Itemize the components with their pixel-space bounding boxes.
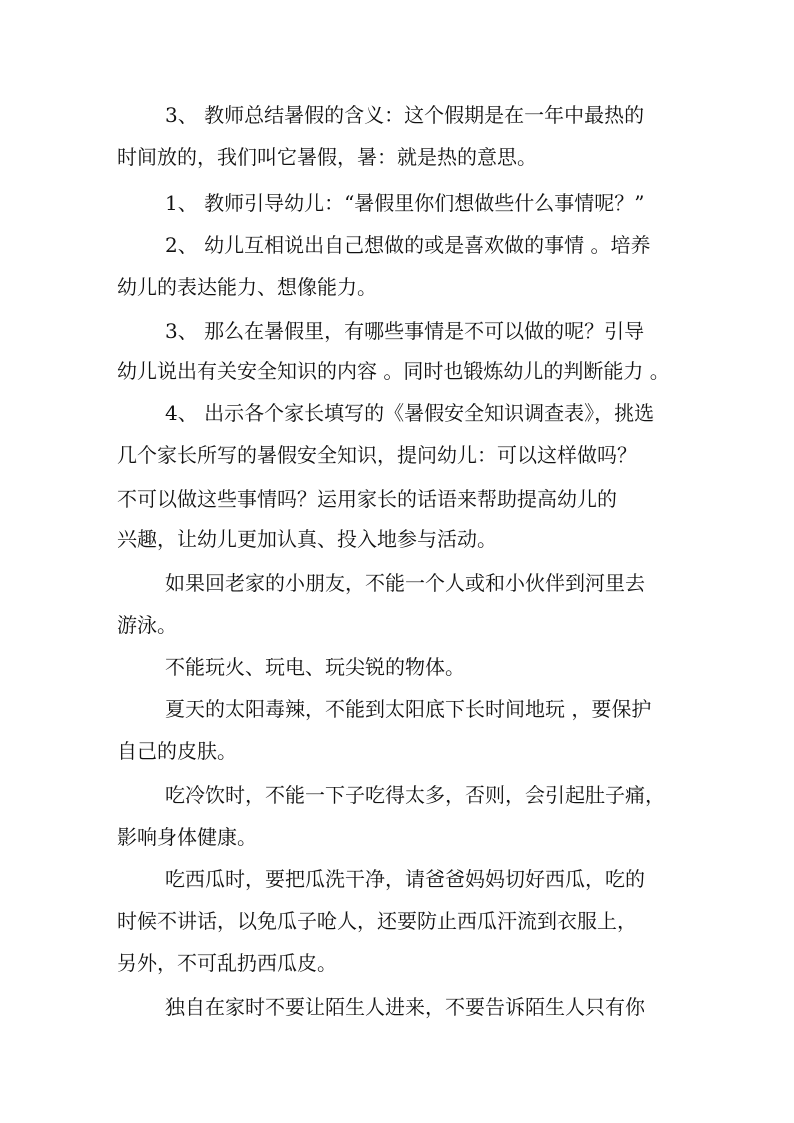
paragraph-line: 幼儿说出有关安全知识的内容 。同时也锻炼幼儿的判断能力 。 — [117, 359, 670, 383]
paragraph-line: 另外，不可乱扔西瓜皮。 — [117, 951, 337, 975]
paragraph-line: 时候不讲话，以免瓜子呛人，还要防止西瓜汗流到衣服上， — [117, 909, 637, 933]
paragraph-line: 时间放的，我们叫它暑假，暑：就是热的意思。 — [117, 145, 537, 169]
paragraph-line: 1、 教师引导幼儿：“暑假里你们想做些什么事情呢？” — [165, 191, 645, 215]
paragraph-line: 独自在家时不要让陌生人进来，不要告诉陌生人只有你 — [165, 995, 645, 1019]
paragraph-line: 兴趣，让幼儿更加认真、投入地参与活动。 — [117, 527, 497, 551]
paragraph-line: 2、 幼儿互相说出自己想做的或是喜欢做的事情 。培养 — [165, 233, 651, 257]
paragraph-line: 不能玩火、玩电、玩尖锐的物体。 — [165, 655, 465, 679]
paragraph-line: 如果回老家的小朋友，不能一个人或和小伙伴到河里去 — [165, 571, 645, 595]
paragraph-line: 几个家长所写的暑假安全知识，提问幼儿：可以这样做吗？ — [117, 443, 637, 467]
paragraph-line: 自己的皮肤。 — [117, 739, 237, 763]
paragraph-line: 游泳。 — [117, 613, 177, 637]
paragraph-line: 吃西瓜时，要把瓜洗干净，请爸爸妈妈切好西瓜，吃的 — [165, 867, 645, 891]
paragraph-line: 不可以做这些事情吗？运用家长的话语来帮助提高幼儿的 — [117, 487, 617, 511]
paragraph-line: 4、 出示各个家长填写的《暑假安全知识调查表》，挑选 — [165, 401, 655, 425]
paragraph-line: 影响身体健康。 — [117, 825, 257, 849]
paragraph-line: 3、 那么在暑假里，有哪些事情是不可以做的呢？引导 — [165, 319, 645, 343]
paragraph-line: 幼儿的表达能力、想像能力。 — [117, 275, 377, 299]
paragraph-line: 夏天的太阳毒辣，不能到太阳底下长时间地玩 ，要保护 — [165, 697, 652, 721]
paragraph-line: 3、 教师总结暑假的含义：这个假期是在一年中最热的 — [165, 103, 645, 127]
paragraph-line: 吃冷饮时，不能一下子吃得太多，否则，会引起肚子痛， — [165, 783, 665, 807]
